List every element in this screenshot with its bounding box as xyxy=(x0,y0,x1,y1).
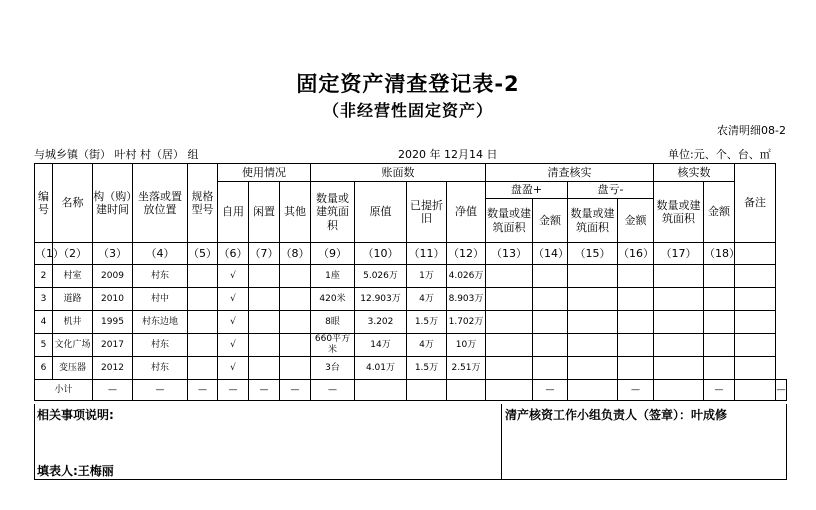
cell-surplus-qty xyxy=(486,265,533,288)
cell-book-qty: 3台 xyxy=(311,357,355,380)
subtotal-cell: — xyxy=(133,380,188,401)
subtotal-cell: — xyxy=(93,380,133,401)
cell-verified-amount xyxy=(704,288,735,311)
cell-surplus-amount xyxy=(533,334,568,357)
subtotal-cell: — xyxy=(704,380,735,401)
cell-remarks xyxy=(735,357,776,380)
filler-label: 填表人:王梅丽 xyxy=(37,464,114,478)
cell-loss-amount xyxy=(618,357,654,380)
cell-book-depr: 4万 xyxy=(407,288,447,311)
col-header-book-depr: 已提折旧 xyxy=(407,182,447,243)
col-number: （2） xyxy=(53,243,93,265)
cell-book-depr: 1万 xyxy=(407,265,447,288)
cell-remarks xyxy=(735,334,776,357)
col-header-usage-self: 自用 xyxy=(218,182,249,243)
cell-usage-idle xyxy=(249,334,280,357)
cell-build-time: 1995 xyxy=(93,311,133,334)
cell-verified-amount xyxy=(704,357,735,380)
cell-usage-idle xyxy=(249,288,280,311)
col-header-remarks: 备注 xyxy=(735,164,776,243)
cell-verified-qty xyxy=(654,357,704,380)
cell-spec xyxy=(188,265,218,288)
col-number: （13） xyxy=(486,243,533,265)
col-number: （14） xyxy=(533,243,568,265)
subtotal-cell: — xyxy=(218,380,249,401)
col-number: （11） xyxy=(407,243,447,265)
cell-location: 村东 xyxy=(133,265,188,288)
col-header-verified-amount: 金额 xyxy=(704,182,735,243)
cell-surplus-qty xyxy=(486,288,533,311)
col-number: （10） xyxy=(355,243,407,265)
col-number: （5） xyxy=(188,243,218,265)
cell-book-net: 10万 xyxy=(447,334,486,357)
cell-usage-other xyxy=(280,357,311,380)
col-header-usage-other: 其他 xyxy=(280,182,311,243)
table-row xyxy=(35,288,787,311)
col-header-book-original: 原值 xyxy=(355,182,407,243)
cell-surplus-amount xyxy=(533,311,568,334)
cell-location: 村东边地 xyxy=(133,311,188,334)
col-header-verified: 核实数 xyxy=(654,164,735,182)
col-header-usage-idle: 闲置 xyxy=(249,182,280,243)
footer-section xyxy=(34,404,787,480)
location-line: 与城乡镇（街） 叶村 村（居） 组 xyxy=(34,148,199,161)
cell-usage-idle xyxy=(249,311,280,334)
col-header-book: 账面数 xyxy=(311,164,486,182)
cell-remarks xyxy=(735,265,776,288)
cell-book-qty: 420米 xyxy=(311,288,355,311)
col-header-surplus-amount: 金额 xyxy=(533,199,568,243)
cell-serial: 3 xyxy=(35,288,53,311)
cell-book-depr: 1.5万 xyxy=(407,357,447,380)
table-row xyxy=(35,334,787,357)
cell-verified-qty xyxy=(654,265,704,288)
col-header-usage: 使用情况 xyxy=(218,164,311,182)
cell-loss-amount xyxy=(618,334,654,357)
cell-loss-qty xyxy=(568,334,618,357)
cell-book-net: 8.903万 xyxy=(447,288,486,311)
col-number: （17） xyxy=(654,243,704,265)
col-number: （6） xyxy=(218,243,249,265)
col-header-book-qty: 数量或建筑面积 xyxy=(311,182,355,243)
col-header-check: 清查核实 xyxy=(486,164,654,182)
report-date: 2020 年 12月14 日 xyxy=(398,148,498,161)
cell-surplus-qty xyxy=(486,357,533,380)
cell-location: 村中 xyxy=(133,288,188,311)
cell-book-depr: 1.5万 xyxy=(407,311,447,334)
cell-book-qty: 1座 xyxy=(311,265,355,288)
cell-remarks xyxy=(735,311,776,334)
page-subtitle: （非经营性固定资产） xyxy=(322,101,493,120)
cell-book-original: 12.903万 xyxy=(355,288,407,311)
cell-verified-amount xyxy=(704,311,735,334)
page-title: 固定资产清查登记表-2 xyxy=(296,72,520,96)
cell-serial: 6 xyxy=(35,357,53,380)
unit-label: 单位:元、个、台、㎡ xyxy=(668,148,771,161)
col-number: （12） xyxy=(447,243,486,265)
cell-spec xyxy=(188,334,218,357)
subtotal-cell xyxy=(447,380,486,401)
col-header-verified-qty: 数量或建筑面积 xyxy=(654,182,704,243)
cell-usage-self: √ xyxy=(218,265,249,288)
cell-book-net: 2.51万 xyxy=(447,357,486,380)
cell-loss-qty xyxy=(568,311,618,334)
cell-spec xyxy=(188,288,218,311)
cell-spec xyxy=(188,311,218,334)
form-code: 农清明细08-2 xyxy=(717,124,786,137)
cell-usage-other xyxy=(280,334,311,357)
cell-build-time: 2010 xyxy=(93,288,133,311)
col-number: （3） xyxy=(93,243,133,265)
cell-verified-amount xyxy=(704,265,735,288)
cell-book-net: 4.026万 xyxy=(447,265,486,288)
subtotal-label: 小计 xyxy=(35,380,93,401)
cell-location: 村东 xyxy=(133,357,188,380)
cell-usage-other xyxy=(280,288,311,311)
cell-usage-self: √ xyxy=(218,334,249,357)
cell-book-original: 5.026万 xyxy=(355,265,407,288)
table-row xyxy=(35,265,787,288)
col-number: （15） xyxy=(568,243,618,265)
cell-usage-idle xyxy=(249,265,280,288)
subtotal-cell xyxy=(568,380,618,401)
cell-book-net: 1.702万 xyxy=(447,311,486,334)
col-header-surplus-qty: 数量或建筑面积 xyxy=(486,199,533,243)
cell-loss-amount xyxy=(618,311,654,334)
cell-book-qty: 8眼 xyxy=(311,311,355,334)
subtotal-cell xyxy=(407,380,447,401)
subtotal-cell: — xyxy=(776,380,787,401)
cell-verified-qty xyxy=(654,311,704,334)
col-number: （8） xyxy=(280,243,311,265)
cell-verified-qty xyxy=(654,334,704,357)
cell-loss-qty xyxy=(568,265,618,288)
col-header-book-net: 净值 xyxy=(447,182,486,243)
subtotal-cell xyxy=(654,380,704,401)
cell-surplus-amount xyxy=(533,265,568,288)
cell-usage-other xyxy=(280,311,311,334)
cell-loss-amount xyxy=(618,265,654,288)
cell-serial: 2 xyxy=(35,265,53,288)
col-number: （7） xyxy=(249,243,280,265)
cell-usage-self: √ xyxy=(218,311,249,334)
cell-remarks xyxy=(735,288,776,311)
table-row xyxy=(35,311,787,334)
col-header-loss-qty: 数量或建筑面积 xyxy=(568,199,618,243)
col-number: （4） xyxy=(133,243,188,265)
cell-location: 村东 xyxy=(133,334,188,357)
cell-surplus-qty xyxy=(486,334,533,357)
cell-verified-qty xyxy=(654,288,704,311)
asset-register-table xyxy=(34,163,787,401)
table-row xyxy=(35,357,787,380)
cell-build-time: 2012 xyxy=(93,357,133,380)
subtotal-cell: — xyxy=(533,380,568,401)
cell-name: 村室 xyxy=(53,265,93,288)
col-number xyxy=(735,243,776,265)
cell-loss-qty xyxy=(568,357,618,380)
cell-name: 文化广场 xyxy=(53,334,93,357)
cell-usage-idle xyxy=(249,357,280,380)
subtotal-cell xyxy=(355,380,407,401)
cell-serial: 4 xyxy=(35,311,53,334)
cell-usage-other xyxy=(280,265,311,288)
footer-divider xyxy=(501,404,502,479)
cell-verified-amount xyxy=(704,334,735,357)
subtotal-cell xyxy=(735,380,776,401)
cell-name: 道路 xyxy=(53,288,93,311)
col-number: （1） xyxy=(35,243,53,265)
cell-build-time: 2017 xyxy=(93,334,133,357)
cell-surplus-qty xyxy=(486,311,533,334)
subtotal-cell: — xyxy=(311,380,355,401)
cell-book-original: 3.202 xyxy=(355,311,407,334)
signer-label: 清产核资工作小组负责人（签章）：叶成修 xyxy=(505,408,728,422)
cell-serial: 5 xyxy=(35,334,53,357)
subtotal-cell: — xyxy=(249,380,280,401)
cell-name: 机井 xyxy=(53,311,93,334)
cell-book-depr: 4万 xyxy=(407,334,447,357)
cell-loss-qty xyxy=(568,288,618,311)
cell-usage-self: √ xyxy=(218,288,249,311)
col-header-build-time: 构（购）建时间 xyxy=(93,164,133,243)
subtotal-cell xyxy=(486,380,533,401)
subtotal-row xyxy=(35,380,787,401)
col-number: （9） xyxy=(311,243,355,265)
cell-book-qty: 660平方米 xyxy=(311,334,355,357)
col-header-name: 名称 xyxy=(53,164,93,243)
cell-surplus-amount xyxy=(533,288,568,311)
cell-name: 变压器 xyxy=(53,357,93,380)
cell-book-original: 4.01万 xyxy=(355,357,407,380)
subtotal-cell: — xyxy=(188,380,218,401)
subtotal-cell: — xyxy=(280,380,311,401)
col-header-spec: 规格型号 xyxy=(188,164,218,243)
col-header-loss-amount: 金额 xyxy=(618,199,654,243)
cell-book-original: 14万 xyxy=(355,334,407,357)
cell-build-time: 2009 xyxy=(93,265,133,288)
cell-loss-amount xyxy=(618,288,654,311)
col-header-surplus: 盘盈+ xyxy=(486,182,568,199)
col-header-serial: 编号 xyxy=(35,164,53,243)
cell-usage-self: √ xyxy=(218,357,249,380)
subtotal-cell: — xyxy=(618,380,654,401)
col-number: （18） xyxy=(704,243,735,265)
cell-spec xyxy=(188,357,218,380)
col-number: （16） xyxy=(618,243,654,265)
col-header-location: 坐落或置放位置 xyxy=(133,164,188,243)
notes-label: 相关事项说明: xyxy=(37,408,114,422)
col-header-loss: 盘亏- xyxy=(568,182,654,199)
cell-surplus-amount xyxy=(533,357,568,380)
